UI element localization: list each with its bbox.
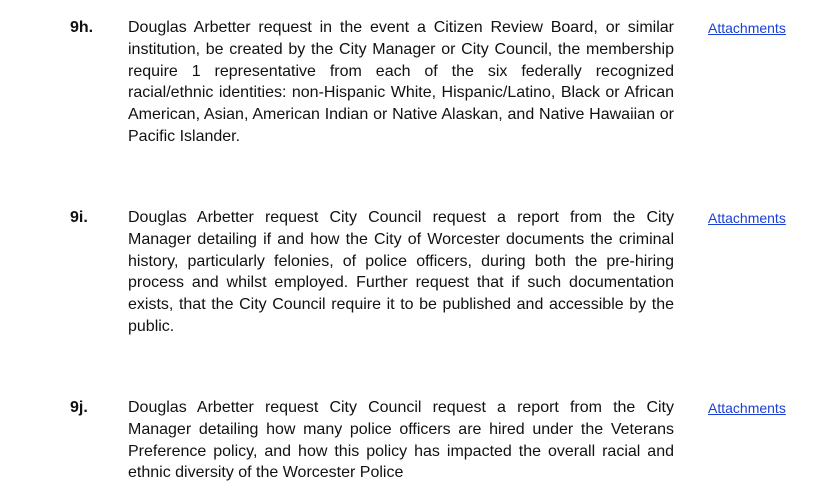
item-number: 9j. <box>70 399 88 416</box>
item-text: Douglas Arbetter request City Council request a report from the City Manager detailing if and how the City of Worcester documents the criminal history, particularly felonies, of police officers, during both the pre-hiring process and whilst employed. Further request that if such documentation exists, that the City Council require it to be published and accessible by the public. <box>128 209 674 335</box>
attachments-link[interactable]: Attachments <box>708 400 786 416</box>
item-number: 9i. <box>70 209 88 226</box>
item-text: Douglas Arbetter request City Council request a report from the City Manager detailing how many police officers are hired under the Veterans Preference policy, and how this policy has impacted the overall racial and ethnic diversity of the Worcester Police <box>128 399 674 482</box>
item-number: 9h. <box>70 19 94 36</box>
item-text: Douglas Arbetter request in the event a Citizen Review Board, or similar institution, be created by the City Manager or City Council, the membership require 1 representative from each of the six federally recognized racial/ethnic identities: non-Hispanic White, Hispanic/Latino, Black or African American, Asian, American Indian or Native Alaskan, and Native Hawaiian or Pacific Islander. <box>128 19 674 145</box>
attachments-link[interactable]: Attachments <box>708 20 786 36</box>
attachments-link[interactable]: Attachments <box>708 210 786 226</box>
